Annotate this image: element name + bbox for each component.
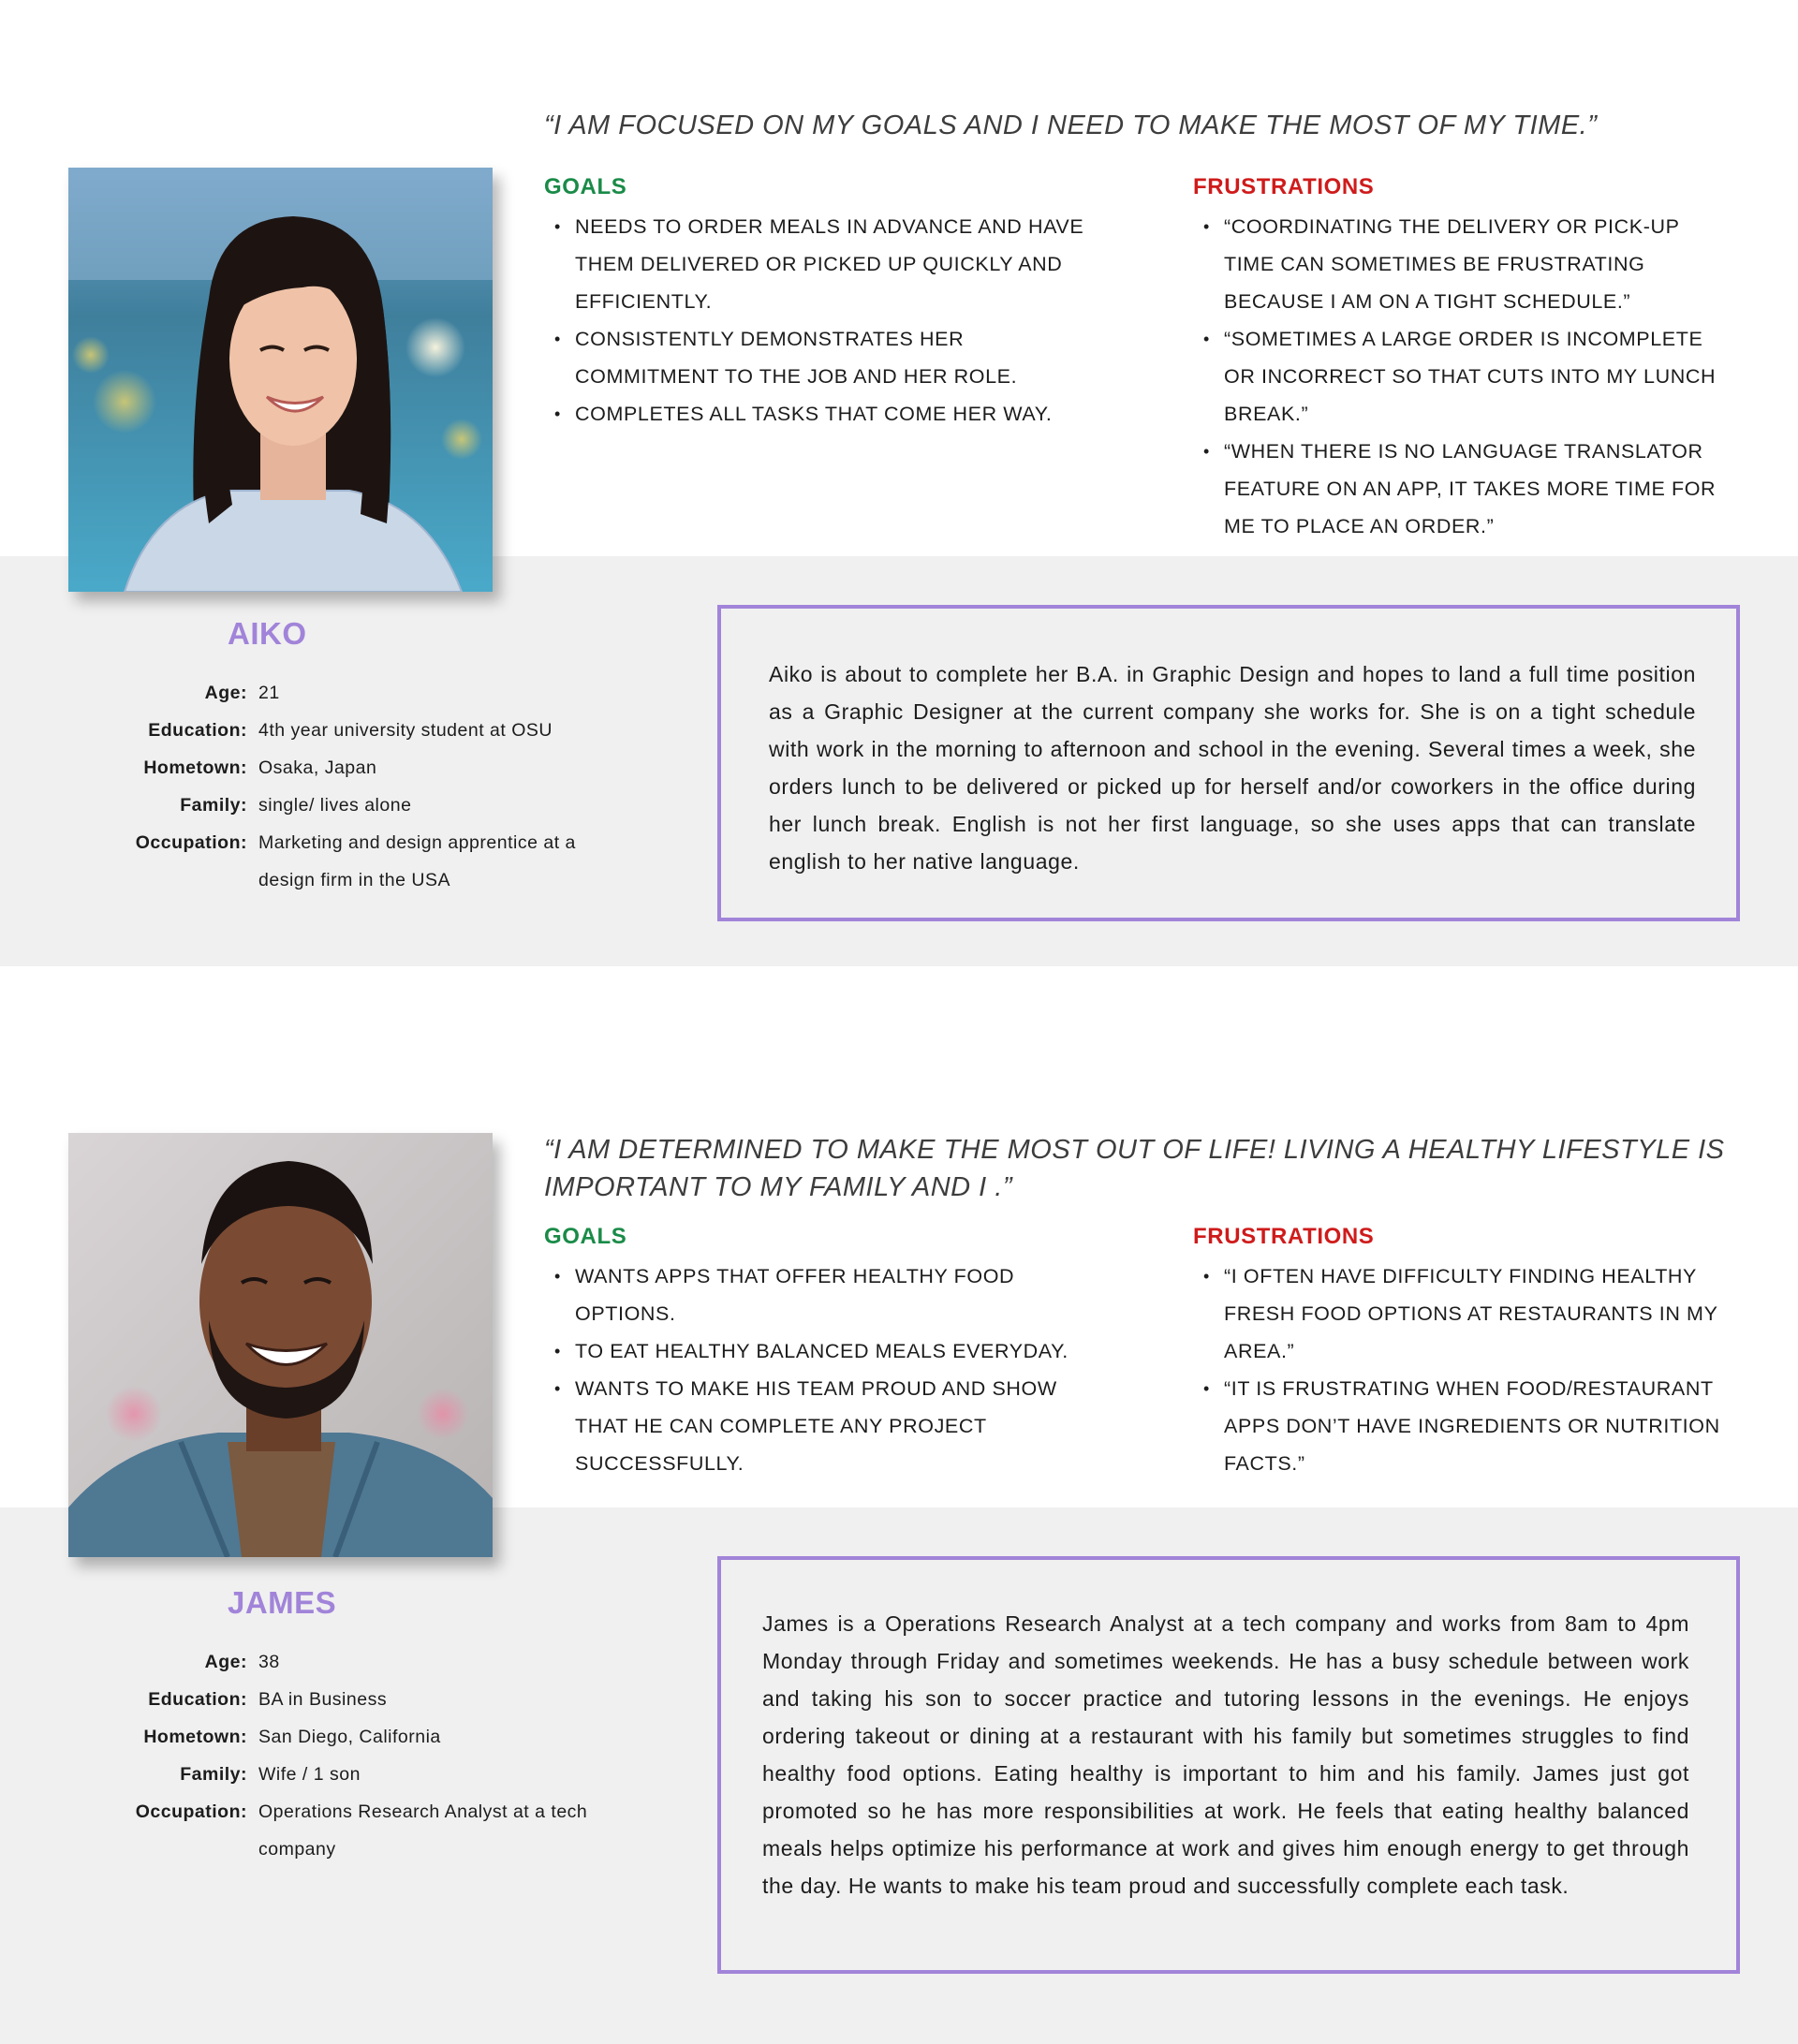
fact-label: Education: [148,1689,247,1710]
fact-value: 4th year university student at OSU [258,720,553,741]
frustrations-heading: FRUSTRATIONS [1193,1224,1375,1249]
fact-occupation [0,824,656,899]
fact-value: Marketing and design apprentice at a design firm in the USA [258,832,576,890]
fact-education [0,1681,656,1718]
fact-age [0,674,656,712]
persona-facts [0,674,656,899]
bio-box [717,1556,1740,1974]
frustration-item: • “SOMETIMES A LARGE ORDER IS INCOMPLETE OR INCORRECT SO THAT CUTS INTO MY LUNCH BREAK.” [1193,320,1727,433]
fact-value: 38 [258,1652,280,1672]
goal-item: • WANTS TO MAKE HIS TEAM PROUD AND SHOW THAT HE CAN COMPLETE ANY PROJECT SUCCESSFULLY. [544,1370,1106,1482]
fact-label: Hometown: [143,757,247,778]
fact-label: Age: [204,1652,247,1672]
fact-value: 21 [258,683,280,703]
frustration-item: • “IT IS FRUSTRATING WHEN FOOD/RESTAURANT APPS DON’T HAVE INGREDIENTS OR NUTRITION FACTS.” [1193,1370,1727,1482]
frustration-item: • “COORDINATING THE DELIVERY OR PICK-UP TIME CAN SOMETIMES BE FRUSTRATING BECAUSE I AM ON A TIGHT SCHEDULE.” [1193,208,1727,320]
frustration-item: • “I OFTEN HAVE DIFFICULTY FINDING HEALTHY FRESH FOOD OPTIONS AT RESTAURANTS IN MY AREA.” [1193,1257,1727,1370]
fact-occupation [0,1793,656,1868]
persona-facts [0,1643,656,1868]
bio-text: James is a Operations Research Analyst at a tech company and works from 8am to 4pm Monday through Friday and sometimes weekends. He has a busy schedule between work and taking his son to soccer practice and tutoring lessons in the evenings. He enjoys ordering takeout or dining at a restaurant with his family but sometimes struggles to find healthy food options. Eating healthy is important to him and his family. James just got promoted so he has more responsibilities at work. He feels that eating healthy balanced meals helps optimize his performance at work and gives him enough energy to get through the day. He wants to make his team proud and successfully complete each task. [762,1611,1689,1898]
fact-hometown [0,749,656,787]
fact-label: Occupation: [135,1801,247,1822]
fact-family [0,1756,656,1793]
goal-item: • NEEDS TO ORDER MEALS IN ADVANCE AND HAVE THEM DELIVERED OR PICKED UP QUICKLY AND EFFICIENTLY. [544,208,1106,320]
goals-list [544,1257,1106,1482]
goal-item: • CONSISTENTLY DEMONSTRATES HER COMMITMENT TO THE JOB AND HER ROLE. [544,320,1106,395]
fact-value: Wife / 1 son [258,1764,361,1785]
bio-text: Aiko is about to complete her B.A. in Graphic Design and hopes to land a full time position as a Graphic Designer at the current company she works for. She is on a tight schedule with work in the morning to afternoon and school in the evening. Several times a week, she orders lunch to be delivered or picked up for herself and/or coworkers in the office during her lunch break. English is not her first language, so she uses apps that can translate english to her native language. [769,662,1696,874]
frustrations-heading: FRUSTRATIONS [1193,174,1375,199]
fact-value: San Diego, California [258,1727,441,1747]
persona-name: AIKO [228,616,307,651]
persona-quote: “I AM DETERMINED TO MAKE THE MOST OUT OF LIFE! LIVING A HEALTHY LIFESTYLE IS IMPORTANT TO MY FAMILY AND I .” [544,1135,1725,1202]
fact-label: Occupation: [135,832,247,853]
goals-heading: GOALS [544,1224,627,1249]
fact-value: BA in Business [258,1689,388,1710]
frustrations-list [1193,208,1727,545]
fact-label: Age: [204,683,247,703]
frustration-item: • “WHEN THERE IS NO LANGUAGE TRANSLATOR FEATURE ON AN APP, IT TAKES MORE TIME FOR ME TO PLACE AN ORDER.” [1193,433,1727,545]
goal-item: • TO EAT HEALTHY BALANCED MEALS EVERYDAY. [544,1332,1106,1370]
persona-quote: “I AM FOCUSED ON MY GOALS AND I NEED TO MAKE THE MOST OF MY TIME.” [544,110,1598,140]
frustrations-list [1193,1257,1727,1482]
persona-photo-aiko [68,168,493,592]
persona-name: JAMES [228,1585,337,1620]
persona-photo-james [68,1133,493,1557]
fact-value: single/ lives alone [258,795,412,816]
fact-value: Osaka, Japan [258,757,377,778]
goals-heading: GOALS [544,174,627,199]
fact-age [0,1643,656,1681]
fact-value: Operations Research Analyst at a tech company [258,1801,588,1860]
goal-item: • COMPLETES ALL TASKS THAT COME HER WAY. [544,395,1106,433]
goals-list [544,208,1106,433]
bio-box [717,605,1740,921]
fact-hometown [0,1718,656,1756]
fact-label: Family: [180,1764,247,1785]
fact-education [0,712,656,749]
fact-label: Family: [180,795,247,816]
fact-label: Hometown: [143,1727,247,1747]
goal-item: • WANTS APPS THAT OFFER HEALTHY FOOD OPTIONS. [544,1257,1106,1332]
fact-family [0,787,656,824]
fact-label: Education: [148,720,247,741]
